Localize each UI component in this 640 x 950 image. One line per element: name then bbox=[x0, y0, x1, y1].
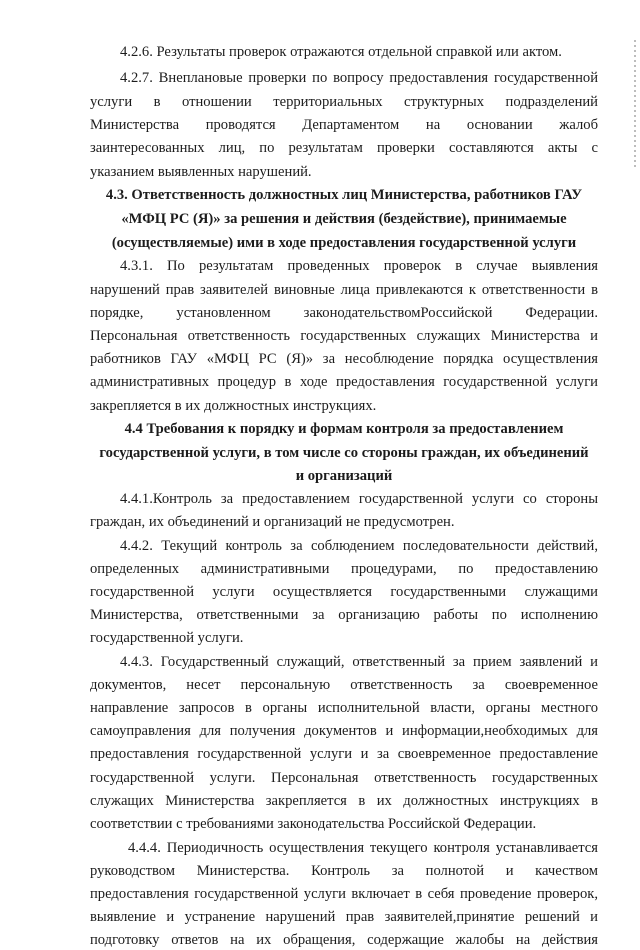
paragraph-line: направление запросов в органы исполнительной власти, органы местного bbox=[90, 700, 598, 716]
paragraph-line: граждан, их объединений и организаций не предусмотрен. bbox=[90, 514, 455, 530]
paragraph-line: 4.3.1. По результатам проведенных проверок в случае выявления bbox=[120, 258, 598, 274]
paragraph-line: определенных административными процедурами, по предоставлению bbox=[90, 561, 598, 577]
paragraph-line: документов, несет персональную ответственность за своевременное bbox=[90, 677, 598, 693]
paragraph-line: заинтересованных лиц, по результатам проверки составляются акты с bbox=[90, 140, 598, 156]
paragraph-line: Министерства проводятся Департаментом на основании жалоб bbox=[90, 117, 598, 133]
scan-edge-mark bbox=[634, 40, 636, 170]
paragraph-line: самоуправления для получения документов и информации,необходимых для bbox=[90, 723, 598, 739]
paragraph-line: руководством Министерства. Контроль за полнотой и качеством bbox=[90, 863, 598, 879]
paragraph-line: 4.4.2. Текущий контроль за соблюдением последовательности действий, bbox=[120, 538, 598, 554]
paragraph-line: государственной услуги. bbox=[90, 630, 244, 646]
paragraph-line: служащих Министерства закрепляется в их должностных инструкциях в bbox=[90, 793, 598, 809]
section-heading-line: (осуществляемые) ими в ходе предоставления государственной услуги bbox=[111, 235, 577, 251]
paragraph-line: выявление и устранение нарушений прав заявителей,принятие решений и bbox=[90, 909, 598, 925]
section-heading-line: и организаций bbox=[295, 468, 393, 484]
paragraph-line: 4.4.3. Государственный служащий, ответственный за прием заявлений и bbox=[120, 654, 598, 670]
paragraph-line: подготовку ответов на их обращения, содержащие жалобы на действия bbox=[90, 932, 598, 948]
paragraph-line: нарушений прав заявителей виновные лица привлекаются к ответственности в bbox=[90, 282, 598, 298]
paragraph-line: работников ГАУ «МФЦ РС (Я)» за несоблюдение порядка осуществления bbox=[90, 351, 598, 367]
section-heading-line: 4.4 Требования к порядку и формам контроля за предоставлением bbox=[124, 421, 564, 437]
paragraph-line: закрепляется в их должностных инструкциях. bbox=[90, 398, 377, 414]
section-heading-line: 4.3. Ответственность должностных лиц Министерства, работников ГАУ bbox=[105, 187, 583, 203]
paragraph-line: услуги в отношении территориальных структурных подразделений bbox=[90, 94, 598, 110]
paragraph-line: предоставления государственной услуги включает в себя проведение проверок, bbox=[90, 886, 598, 902]
paragraph-line: административных процедур в ходе предоставления государственной услуги bbox=[90, 374, 598, 390]
paragraph-line: указанием выявленных нарушений. bbox=[90, 164, 312, 180]
paragraph-line: Персональная ответственность государственных служащих Министерства и bbox=[90, 328, 598, 344]
paragraph-line: государственной услуги. Персональная ответственность государственных bbox=[90, 770, 598, 786]
paragraph-line: государственной услуги осуществляется государственными служащими bbox=[90, 584, 598, 600]
paragraph-line: предоставления государственной услуги и за своевременное предоставление bbox=[90, 746, 598, 762]
paragraph-line: 4.2.7. Внеплановые проверки по вопросу предоставления государственной bbox=[120, 70, 598, 86]
section-heading-line: государственной услуги, в том числе со стороны граждан, их объединений bbox=[99, 445, 589, 461]
paragraph-line: 4.2.6. Результаты проверок отражаются отдельной справкой или актом. bbox=[120, 44, 562, 60]
paragraph-line: 4.4.4. Периодичность осуществления текущего контроля устанавливается bbox=[128, 840, 598, 856]
paragraph-line: 4.4.1.Контроль за предоставлением государственной услуги со стороны bbox=[120, 491, 598, 507]
paragraph-line: Министерства, ответственными за организацию работы по исполнению bbox=[90, 607, 598, 623]
section-heading-line: «МФЦ РС (Я)» за решения и действия (бездействие), принимаемые bbox=[121, 211, 567, 227]
paragraph-line: порядке, установленном законодательствомРоссийской Федерации. bbox=[90, 305, 598, 321]
paragraph-line: соответствии с требованиями законодательства Российской Федерации. bbox=[90, 816, 537, 832]
